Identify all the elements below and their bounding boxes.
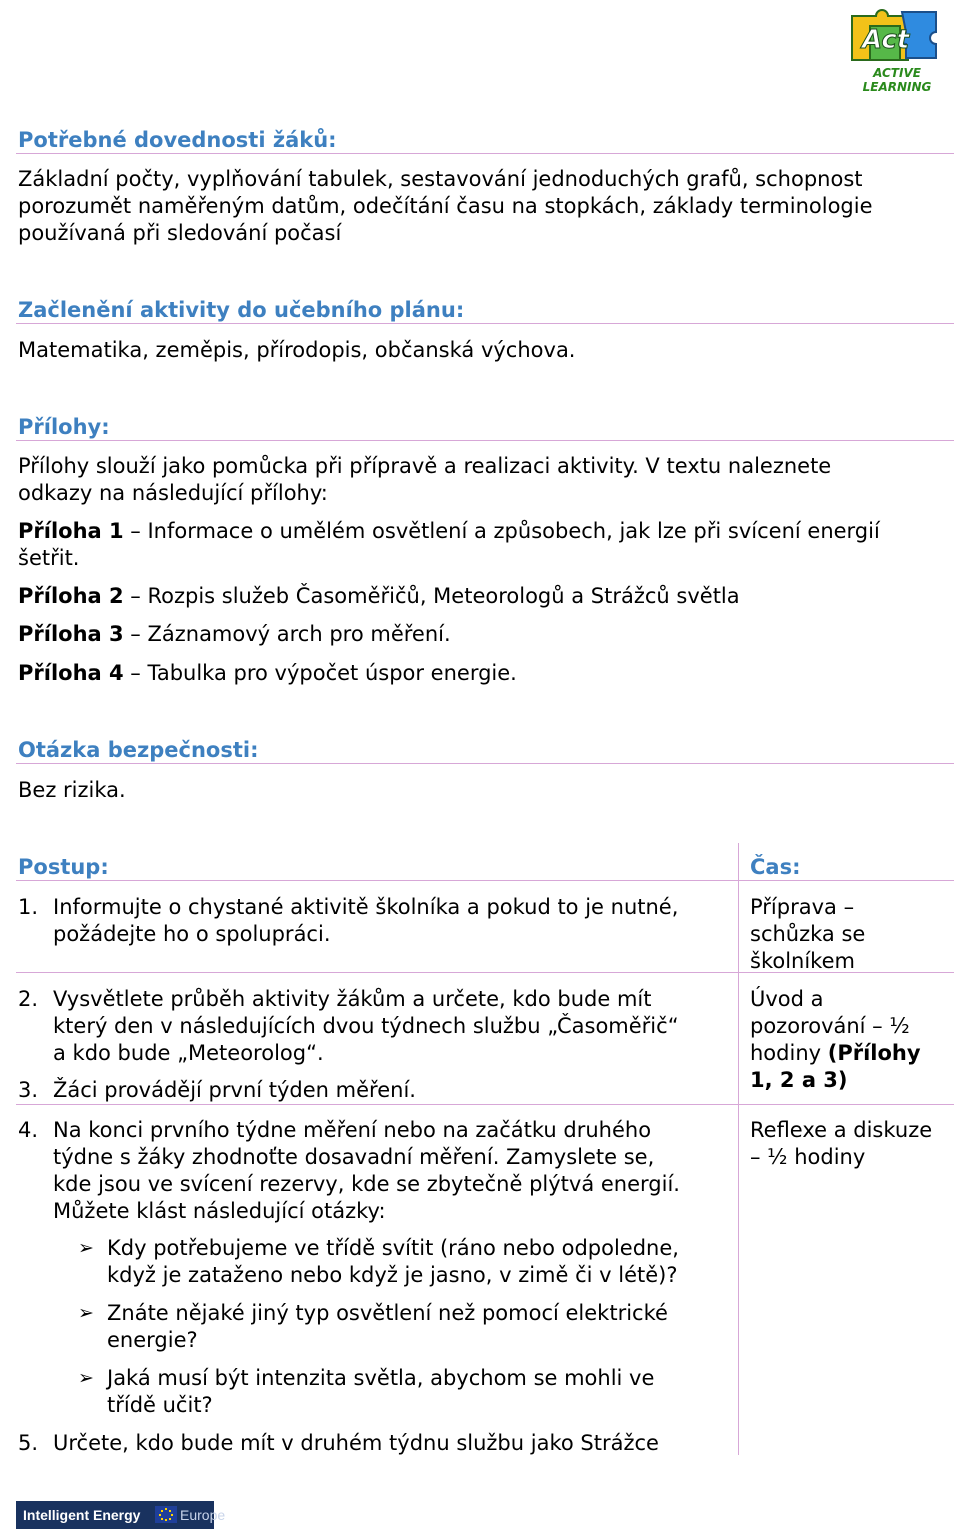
question-line: když je zataženo nebo když je jasno, v zimě či v létě)?	[107, 1263, 678, 1287]
time-attachments-ref: 1, 2 a 3)	[750, 1068, 848, 1092]
attachment-label: Příloha 4	[18, 661, 124, 685]
procedure-heading: Postup:	[18, 855, 109, 879]
step-number: 4.	[18, 1118, 39, 1142]
question-line: Kdy potřebujeme ve třídě svítit (ráno nebo odpoledne,	[107, 1236, 679, 1260]
step-line: Žáci provádějí první týden měření.	[53, 1078, 416, 1102]
attachments-intro	[18, 453, 938, 507]
safety-text: Bez rizika.	[18, 778, 126, 802]
skills-line: Základní počty, vyplňování tabulek, sestavování jednoduchých grafů, schopnost	[18, 167, 863, 191]
step-line: a kdo bude „Meteorolog“.	[53, 1041, 324, 1065]
step-line: požádejte ho o spolupráci.	[53, 922, 331, 946]
time-heading: Čas:	[750, 855, 801, 879]
question-1	[107, 1235, 727, 1289]
step-line: týdne s žáky zhodnoťte dosavadní měření. Zamyslete se,	[53, 1145, 655, 1169]
footer-region: Europe	[180, 1507, 226, 1523]
time-attachments-ref: (Přílohy	[827, 1041, 921, 1065]
attachment-text: – Informace o umělém osvětlení a způsobech, jak lze při svícení energií	[123, 519, 880, 543]
skills-line: porozumět naměřeným datům, odečítání času na stopkách, základy terminologie	[18, 194, 873, 218]
logo-caption: ACTIVE LEARNING	[862, 66, 932, 94]
time-line: Úvod a	[750, 987, 824, 1011]
skills-heading: Potřebné dovednosti žáků:	[18, 128, 337, 152]
attachments-intro-line: Přílohy slouží jako pomůcka při přípravě a realizaci aktivity. V textu naleznete	[18, 454, 832, 478]
curriculum-text: Matematika, zeměpis, přírodopis, občanská výchova.	[18, 338, 576, 362]
intelligent-energy-europe-logo	[16, 1501, 226, 1529]
step-line: Informujte o chystané aktivitě školníka a pokud to je nutné,	[53, 895, 679, 919]
time-line: schůzka se	[750, 922, 866, 946]
time-line: školníkem	[750, 949, 855, 973]
question-3	[107, 1365, 727, 1419]
safety-heading: Otázka bezpečnosti:	[18, 738, 259, 762]
time-line: hodiny	[750, 1041, 828, 1065]
attachments-intro-line: odkazy na následující přílohy:	[18, 481, 328, 505]
active-learning-logo	[842, 4, 950, 94]
question-line: Znáte nějaké jiný typ osvětlení než pomocí elektrické	[107, 1301, 668, 1325]
attachments-divider	[16, 440, 954, 441]
time-cell-3	[750, 1117, 955, 1171]
attachment-text: – Záznamový arch pro měření.	[123, 622, 451, 646]
step-3-text	[53, 1077, 733, 1104]
procedure-divider-row	[16, 972, 954, 973]
eu-flag-icon	[155, 1506, 177, 1523]
skills-divider	[16, 153, 954, 154]
step-line: Určete, kdo bude mít v druhém týdnu službu jako Strážce	[53, 1431, 659, 1455]
attachment-text: – Rozpis služeb Časoměřičů, Meteorologů a Strážců světla	[123, 584, 740, 608]
step-line: Můžete klást následující otázky:	[53, 1199, 386, 1223]
skills-text	[18, 166, 938, 247]
puzzle-logo-icon	[842, 4, 950, 66]
attachment-4	[18, 660, 938, 687]
step-line: který den v následujících dvou týdnech službu „Časoměřič“	[53, 1014, 679, 1038]
footer-brand: Intelligent Energy	[23, 1507, 141, 1523]
question-2	[107, 1300, 727, 1354]
attachment-text: – Tabulka pro výpočet úspor energie.	[123, 661, 517, 685]
attachment-1	[18, 518, 938, 572]
step-1-text	[53, 894, 733, 948]
attachments-heading: Přílohy:	[18, 415, 110, 439]
step-line: Na konci prvního týdne měření nebo na začátku druhého	[53, 1118, 652, 1142]
bullet-arrow-icon: ➢	[78, 1367, 94, 1389]
step-line: Vysvětlete průběh aktivity žákům a určete, kdo bude mít	[53, 987, 652, 1011]
safety-divider	[16, 763, 954, 764]
question-line: Jaká musí být intenzita světla, abychom se mohli ve	[107, 1366, 655, 1390]
procedure-divider-top	[16, 880, 954, 881]
step-number: 3.	[18, 1078, 39, 1102]
attachment-label: Příloha 3	[18, 622, 124, 646]
bullet-arrow-icon: ➢	[78, 1302, 94, 1324]
bullet-arrow-icon: ➢	[78, 1237, 94, 1259]
question-line: třídě učit?	[107, 1393, 213, 1417]
time-line: Příprava –	[750, 895, 855, 919]
attachment-3	[18, 621, 938, 648]
svg-text:Act: Act	[862, 25, 910, 55]
step-5-text	[53, 1430, 733, 1457]
time-line: pozorování – ½	[750, 1014, 910, 1038]
attachment-label: Příloha 1	[18, 519, 124, 543]
time-line: Reflexe a diskuze	[750, 1118, 933, 1142]
skills-line: používaná při sledování počasí	[18, 221, 342, 245]
attachment-2	[18, 583, 938, 610]
procedure-divider-row	[16, 1104, 954, 1105]
step-number: 2.	[18, 987, 39, 1011]
question-line: energie?	[107, 1328, 198, 1352]
step-number: 5.	[18, 1431, 39, 1455]
step-line: kde jsou ve svícení rezervy, kde se zbytečně plýtvá energií.	[53, 1172, 680, 1196]
curriculum-divider	[16, 323, 954, 324]
procedure-column-divider	[738, 843, 739, 1455]
curriculum-heading: Začlenění aktivity do učebního plánu:	[18, 298, 465, 322]
time-line: – ½ hodiny	[750, 1145, 866, 1169]
step-2-text	[53, 986, 733, 1067]
time-cell-1	[750, 894, 955, 975]
step-4-text	[53, 1117, 733, 1225]
attachment-text-cont: šetřit.	[18, 546, 80, 570]
time-cell-2	[750, 986, 955, 1094]
step-number: 1.	[18, 895, 39, 919]
attachment-label: Příloha 2	[18, 584, 124, 608]
